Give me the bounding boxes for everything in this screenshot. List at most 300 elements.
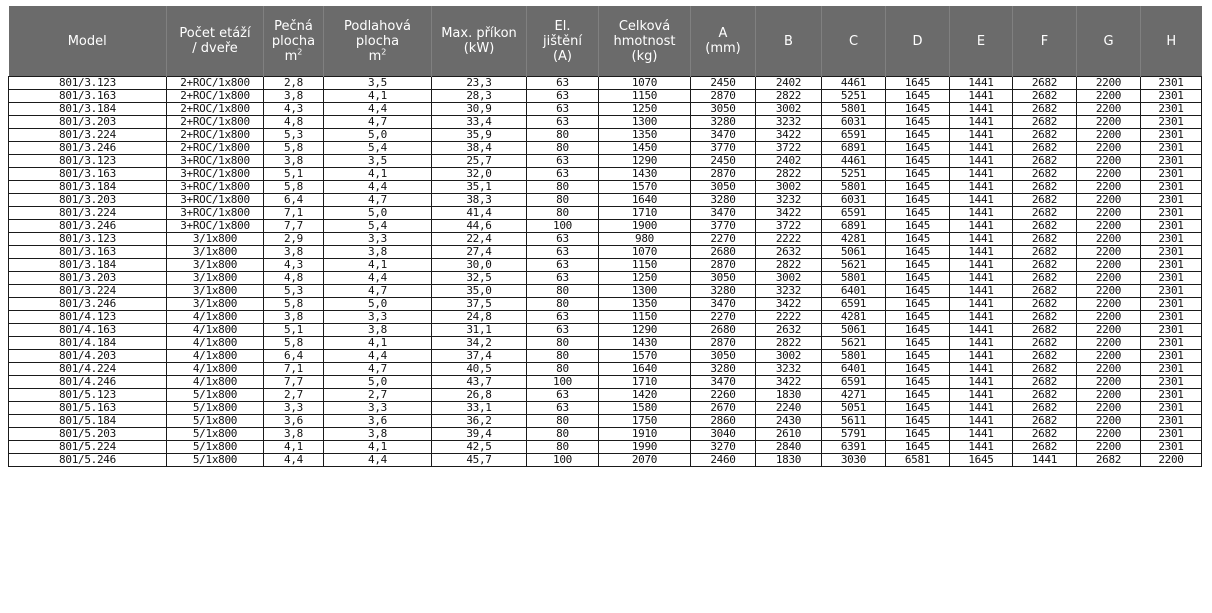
- cell-circuit-breaker: 80: [527, 285, 599, 298]
- cell-dim-e: 1441: [950, 363, 1013, 376]
- cell-dim-h: 2301: [1141, 155, 1202, 168]
- cell-dim-h: 2301: [1141, 441, 1202, 454]
- cell-dim-e: 1441: [950, 441, 1013, 454]
- cell-floor-area: 4,7: [324, 363, 432, 376]
- cell-dim-h: 2301: [1141, 90, 1202, 103]
- cell-dim-e: 1441: [950, 168, 1013, 181]
- cell-floors-doors: 5/1x800: [167, 454, 264, 467]
- cell-dim-e: 1441: [950, 415, 1013, 428]
- cell-dim-b: 3422: [756, 129, 822, 142]
- cell-max-power: 41,4: [432, 207, 527, 220]
- cell-dim-f: 2682: [1013, 246, 1077, 259]
- cell-dim-d: 1645: [886, 415, 950, 428]
- cell-dim-b: 2840: [756, 441, 822, 454]
- cell-baking-area: 4,8: [264, 116, 324, 129]
- header-line: [1078, 34, 1139, 49]
- cell-model: 801/5.123: [9, 389, 167, 402]
- cell-dim-e: 1441: [950, 259, 1013, 272]
- cell-dim-d: 1645: [886, 350, 950, 363]
- cell-floor-area: 4,4: [324, 454, 432, 467]
- cell-dim-d: 1645: [886, 207, 950, 220]
- cell-baking-area: 7,7: [264, 376, 324, 389]
- cell-total-weight: 1300: [599, 116, 691, 129]
- cell-floor-area: 4,1: [324, 337, 432, 350]
- cell-dim-h: 2301: [1141, 389, 1202, 402]
- cell-total-weight: 1570: [599, 181, 691, 194]
- cell-dim-g: 2200: [1077, 90, 1141, 103]
- cell-dim-g: 2200: [1077, 194, 1141, 207]
- header-line: [600, 49, 689, 64]
- cell-dim-g: 2200: [1077, 428, 1141, 441]
- cell-dim-c: 6391: [822, 441, 886, 454]
- cell-floor-area: 4,1: [324, 259, 432, 272]
- cell-dim-c: 6401: [822, 363, 886, 376]
- cell-dim-g: 2200: [1077, 298, 1141, 311]
- cell-circuit-breaker: 80: [527, 142, 599, 155]
- cell-floors-doors: 3+ROC/1x800: [167, 168, 264, 181]
- cell-floor-area: 4,4: [324, 272, 432, 285]
- table-row: [9, 142, 1202, 155]
- cell-dim-d: 1645: [886, 168, 950, 181]
- cell-dim-d: 1645: [886, 116, 950, 129]
- cell-total-weight: 1350: [599, 129, 691, 142]
- cell-dim-c: 3030: [822, 454, 886, 467]
- cell-dim-b: 3232: [756, 285, 822, 298]
- cell-dim-h: 2301: [1141, 402, 1202, 415]
- cell-circuit-breaker: 63: [527, 246, 599, 259]
- cell-dim-c: 4461: [822, 155, 886, 168]
- cell-total-weight: 1250: [599, 103, 691, 116]
- cell-dim-d: 1645: [886, 90, 950, 103]
- cell-dim-c: 5251: [822, 90, 886, 103]
- cell-baking-area: 3,8: [264, 90, 324, 103]
- cell-model: 801/4.184: [9, 337, 167, 350]
- table-row: [9, 363, 1202, 376]
- cell-floors-doors: 4/1x800: [167, 337, 264, 350]
- cell-total-weight: 1710: [599, 376, 691, 389]
- cell-dim-e: 1441: [950, 77, 1013, 90]
- cell-dim-a: 2680: [691, 246, 756, 259]
- cell-dim-c: 5621: [822, 337, 886, 350]
- cell-dim-c: 6591: [822, 376, 886, 389]
- cell-baking-area: 4,3: [264, 259, 324, 272]
- cell-floor-area: 3,3: [324, 233, 432, 246]
- table-row: [9, 194, 1202, 207]
- cell-total-weight: 1290: [599, 155, 691, 168]
- cell-dim-c: 6891: [822, 220, 886, 233]
- cell-dim-d: 1645: [886, 142, 950, 155]
- cell-dim-g: 2200: [1077, 337, 1141, 350]
- cell-dim-f: 2682: [1013, 415, 1077, 428]
- cell-dim-g: 2200: [1077, 233, 1141, 246]
- cell-circuit-breaker: 63: [527, 168, 599, 181]
- cell-dim-b: 2222: [756, 233, 822, 246]
- cell-floor-area: 4,1: [324, 441, 432, 454]
- header-line: [692, 41, 754, 56]
- cell-dim-h: 2301: [1141, 129, 1202, 142]
- cell-dim-h: 2301: [1141, 116, 1202, 129]
- cell-dim-e: 1441: [950, 246, 1013, 259]
- header-dim-c: [822, 6, 886, 77]
- cell-dim-g: 2200: [1077, 129, 1141, 142]
- table-row: [9, 350, 1202, 363]
- header-line: [168, 26, 262, 41]
- cell-total-weight: 1580: [599, 402, 691, 415]
- header-text: / dveře: [192, 41, 238, 56]
- table-row: [9, 259, 1202, 272]
- cell-dim-e: 1441: [950, 376, 1013, 389]
- header-circuit-breaker: [527, 6, 599, 77]
- cell-baking-area: 2,8: [264, 77, 324, 90]
- header-text: plocha: [271, 33, 316, 49]
- header-line: [692, 26, 754, 41]
- cell-floor-area: 3,5: [324, 77, 432, 90]
- cell-dim-h: 2301: [1141, 77, 1202, 90]
- header-dim-e: [950, 6, 1013, 77]
- cell-dim-d: 1645: [886, 103, 950, 116]
- cell-total-weight: 1290: [599, 324, 691, 337]
- cell-baking-area: 5,8: [264, 142, 324, 155]
- cell-dim-d: 6581: [886, 454, 950, 467]
- cell-dim-f: 2682: [1013, 142, 1077, 155]
- cell-dim-a: 2860: [691, 415, 756, 428]
- cell-baking-area: 5,3: [264, 285, 324, 298]
- cell-floor-area: 4,7: [324, 194, 432, 207]
- cell-dim-d: 1645: [886, 298, 950, 311]
- cell-circuit-breaker: 63: [527, 402, 599, 415]
- cell-total-weight: 1420: [599, 389, 691, 402]
- cell-circuit-breaker: 80: [527, 415, 599, 428]
- cell-dim-f: 2682: [1013, 90, 1077, 103]
- cell-dim-f: 2682: [1013, 441, 1077, 454]
- table-row: [9, 337, 1202, 350]
- cell-model: 801/3.203: [9, 194, 167, 207]
- cell-dim-g: 2200: [1077, 168, 1141, 181]
- cell-floor-area: 5,0: [324, 298, 432, 311]
- cell-circuit-breaker: 80: [527, 298, 599, 311]
- cell-dim-c: 5061: [822, 324, 886, 337]
- cell-total-weight: 1640: [599, 194, 691, 207]
- header-line: [265, 49, 322, 64]
- cell-dim-f: 2682: [1013, 350, 1077, 363]
- cell-baking-area: 5,1: [264, 168, 324, 181]
- header-text: Model: [67, 33, 107, 49]
- cell-floor-area: 4,4: [324, 181, 432, 194]
- cell-dim-d: 1645: [886, 285, 950, 298]
- cell-dim-c: 5791: [822, 428, 886, 441]
- cell-total-weight: 1570: [599, 350, 691, 363]
- cell-circuit-breaker: 80: [527, 194, 599, 207]
- cell-dim-a: 3470: [691, 376, 756, 389]
- cell-model: 801/3.246: [9, 142, 167, 155]
- cell-dim-c: 5801: [822, 350, 886, 363]
- header-line: [325, 34, 430, 49]
- cell-model: 801/3.184: [9, 259, 167, 272]
- cell-floors-doors: 2+ROC/1x800: [167, 103, 264, 116]
- cell-dim-h: 2301: [1141, 181, 1202, 194]
- cell-floor-area: 5,0: [324, 207, 432, 220]
- header-text: plocha: [355, 33, 400, 49]
- table-row: [9, 103, 1202, 116]
- cell-floor-area: 3,5: [324, 155, 432, 168]
- header-text: F: [1040, 33, 1049, 49]
- cell-dim-d: 1645: [886, 129, 950, 142]
- cell-dim-d: 1645: [886, 194, 950, 207]
- cell-dim-e: 1441: [950, 103, 1013, 116]
- cell-model: 801/3.123: [9, 155, 167, 168]
- cell-dim-c: 6031: [822, 116, 886, 129]
- cell-dim-b: 3232: [756, 363, 822, 376]
- cell-circuit-breaker: 63: [527, 389, 599, 402]
- cell-dim-f: 2682: [1013, 233, 1077, 246]
- cell-dim-d: 1645: [886, 324, 950, 337]
- cell-dim-d: 1645: [886, 428, 950, 441]
- cell-model: 801/5.224: [9, 441, 167, 454]
- cell-dim-b: 1830: [756, 454, 822, 467]
- cell-dim-g: 2200: [1077, 207, 1141, 220]
- header-text: A: [718, 26, 728, 41]
- cell-dim-h: 2301: [1141, 324, 1202, 337]
- cell-baking-area: 3,3: [264, 402, 324, 415]
- header-text: C: [848, 33, 859, 49]
- cell-floor-area: 4,4: [324, 350, 432, 363]
- cell-total-weight: 1350: [599, 298, 691, 311]
- cell-total-weight: 1250: [599, 272, 691, 285]
- cell-baking-area: 5,8: [264, 337, 324, 350]
- cell-dim-g: 2200: [1077, 103, 1141, 116]
- cell-baking-area: 2,9: [264, 233, 324, 246]
- cell-dim-g: 2200: [1077, 415, 1141, 428]
- cell-baking-area: 7,1: [264, 363, 324, 376]
- cell-model: 801/3.224: [9, 207, 167, 220]
- cell-circuit-breaker: 80: [527, 441, 599, 454]
- cell-dim-b: 2822: [756, 259, 822, 272]
- cell-floor-area: 5,0: [324, 129, 432, 142]
- cell-floor-area: 2,7: [324, 389, 432, 402]
- cell-floors-doors: 3/1x800: [167, 233, 264, 246]
- cell-dim-f: 2682: [1013, 363, 1077, 376]
- cell-dim-g: 2200: [1077, 285, 1141, 298]
- cell-floors-doors: 4/1x800: [167, 363, 264, 376]
- cell-dim-d: 1645: [886, 220, 950, 233]
- header-text: (kW): [463, 41, 495, 56]
- cell-floor-area: 4,1: [324, 168, 432, 181]
- cell-baking-area: 7,1: [264, 207, 324, 220]
- cell-max-power: 35,1: [432, 181, 527, 194]
- cell-dim-f: 1441: [1013, 454, 1077, 467]
- cell-floors-doors: 3/1x800: [167, 272, 264, 285]
- cell-model: 801/4.224: [9, 363, 167, 376]
- cell-dim-d: 1645: [886, 311, 950, 324]
- header-text: G: [1103, 33, 1114, 49]
- cell-dim-a: 3270: [691, 441, 756, 454]
- table-row: [9, 311, 1202, 324]
- cell-dim-b: 2402: [756, 155, 822, 168]
- header-text: Max. příkon: [441, 26, 517, 41]
- cell-dim-c: 4281: [822, 311, 886, 324]
- cell-dim-f: 2682: [1013, 376, 1077, 389]
- cell-dim-g: 2200: [1077, 259, 1141, 272]
- header-line: [1014, 34, 1075, 49]
- cell-dim-a: 2450: [691, 155, 756, 168]
- header-text: E: [976, 33, 986, 49]
- cell-floors-doors: 5/1x800: [167, 389, 264, 402]
- cell-dim-b: 2430: [756, 415, 822, 428]
- cell-model: 801/4.203: [9, 350, 167, 363]
- cell-total-weight: 1900: [599, 220, 691, 233]
- table-row: [9, 181, 1202, 194]
- cell-model: 801/3.163: [9, 168, 167, 181]
- cell-max-power: 44,6: [432, 220, 527, 233]
- cell-baking-area: 4,8: [264, 272, 324, 285]
- header-text: Počet etáží: [179, 26, 251, 41]
- cell-max-power: 42,5: [432, 441, 527, 454]
- cell-dim-a: 3770: [691, 220, 756, 233]
- cell-dim-a: 3280: [691, 116, 756, 129]
- cell-dim-f: 2682: [1013, 103, 1077, 116]
- cell-dim-c: 6401: [822, 285, 886, 298]
- cell-model: 801/5.163: [9, 402, 167, 415]
- cell-dim-b: 2822: [756, 168, 822, 181]
- cell-dim-g: 2200: [1077, 142, 1141, 155]
- table-row: [9, 272, 1202, 285]
- cell-circuit-breaker: 80: [527, 129, 599, 142]
- table-row: [9, 233, 1202, 246]
- cell-circuit-breaker: 63: [527, 103, 599, 116]
- cell-dim-h: 2301: [1141, 415, 1202, 428]
- cell-floors-doors: 3/1x800: [167, 259, 264, 272]
- cell-floors-doors: 3+ROC/1x800: [167, 207, 264, 220]
- cell-circuit-breaker: 80: [527, 428, 599, 441]
- cell-dim-f: 2682: [1013, 155, 1077, 168]
- cell-baking-area: 6,4: [264, 194, 324, 207]
- header-dim-a: [691, 6, 756, 77]
- cell-floors-doors: 2+ROC/1x800: [167, 129, 264, 142]
- cell-floor-area: 3,6: [324, 415, 432, 428]
- cell-dim-c: 5621: [822, 259, 886, 272]
- cell-model: 801/3.163: [9, 246, 167, 259]
- header-line: [951, 34, 1011, 49]
- table-row: [9, 220, 1202, 233]
- cell-total-weight: 1430: [599, 168, 691, 181]
- cell-dim-f: 2682: [1013, 220, 1077, 233]
- cell-dim-h: 2301: [1141, 272, 1202, 285]
- spec-table: [8, 6, 1202, 467]
- cell-model: 801/5.184: [9, 415, 167, 428]
- cell-dim-f: 2682: [1013, 181, 1077, 194]
- cell-model: 801/3.246: [9, 220, 167, 233]
- cell-dim-a: 2260: [691, 389, 756, 402]
- cell-dim-e: 1441: [950, 142, 1013, 155]
- cell-max-power: 37,5: [432, 298, 527, 311]
- cell-model: 801/3.246: [9, 298, 167, 311]
- cell-dim-c: 5051: [822, 402, 886, 415]
- cell-dim-h: 2301: [1141, 428, 1202, 441]
- cell-dim-a: 2270: [691, 233, 756, 246]
- cell-dim-d: 1645: [886, 155, 950, 168]
- header-line: [528, 19, 597, 34]
- header-floors-doors: [167, 6, 264, 77]
- cell-dim-g: 2200: [1077, 246, 1141, 259]
- cell-dim-f: 2682: [1013, 272, 1077, 285]
- cell-max-power: 26,8: [432, 389, 527, 402]
- header-text: hmotnost: [613, 33, 676, 49]
- cell-dim-e: 1441: [950, 181, 1013, 194]
- cell-floor-area: 5,4: [324, 220, 432, 233]
- cell-dim-d: 1645: [886, 246, 950, 259]
- table-row: [9, 246, 1202, 259]
- cell-dim-a: 3050: [691, 181, 756, 194]
- table-row: [9, 207, 1202, 220]
- header-dim-b: [756, 6, 822, 77]
- header-line: [325, 49, 430, 64]
- cell-dim-c: 5061: [822, 246, 886, 259]
- cell-model: 801/3.184: [9, 181, 167, 194]
- cell-floor-area: 5,0: [324, 376, 432, 389]
- cell-dim-f: 2682: [1013, 298, 1077, 311]
- cell-floors-doors: 5/1x800: [167, 402, 264, 415]
- cell-dim-a: 2870: [691, 337, 756, 350]
- cell-dim-a: 3470: [691, 129, 756, 142]
- cell-dim-e: 1441: [950, 116, 1013, 129]
- cell-max-power: 40,5: [432, 363, 527, 376]
- header-line: [1142, 34, 1201, 49]
- cell-dim-d: 1645: [886, 272, 950, 285]
- table-row: [9, 90, 1202, 103]
- header-line: [433, 26, 525, 41]
- cell-circuit-breaker: 63: [527, 116, 599, 129]
- cell-dim-h: 2301: [1141, 142, 1202, 155]
- header-text: m: [368, 48, 382, 64]
- cell-dim-g: 2200: [1077, 272, 1141, 285]
- header-line: [325, 19, 430, 34]
- cell-dim-e: 1441: [950, 350, 1013, 363]
- cell-model: 801/4.123: [9, 311, 167, 324]
- cell-dim-f: 2682: [1013, 77, 1077, 90]
- cell-dim-e: 1441: [950, 402, 1013, 415]
- cell-dim-h: 2301: [1141, 376, 1202, 389]
- header-line: [600, 19, 689, 34]
- cell-dim-e: 1441: [950, 194, 1013, 207]
- cell-dim-b: 1830: [756, 389, 822, 402]
- cell-circuit-breaker: 63: [527, 77, 599, 90]
- cell-floor-area: 4,1: [324, 90, 432, 103]
- cell-dim-h: 2301: [1141, 285, 1202, 298]
- cell-dim-g: 2682: [1077, 454, 1141, 467]
- cell-dim-f: 2682: [1013, 129, 1077, 142]
- cell-dim-f: 2682: [1013, 311, 1077, 324]
- cell-baking-area: 5,3: [264, 129, 324, 142]
- cell-dim-b: 3002: [756, 350, 822, 363]
- cell-dim-f: 2682: [1013, 428, 1077, 441]
- cell-total-weight: 1710: [599, 207, 691, 220]
- cell-floors-doors: 5/1x800: [167, 415, 264, 428]
- cell-dim-c: 6591: [822, 129, 886, 142]
- cell-dim-a: 2450: [691, 77, 756, 90]
- cell-dim-g: 2200: [1077, 116, 1141, 129]
- header-line: [757, 34, 820, 49]
- cell-dim-c: 5801: [822, 181, 886, 194]
- cell-floor-area: 4,7: [324, 116, 432, 129]
- cell-dim-e: 1441: [950, 389, 1013, 402]
- cell-floors-doors: 2+ROC/1x800: [167, 116, 264, 129]
- cell-total-weight: 1070: [599, 77, 691, 90]
- cell-circuit-breaker: 100: [527, 376, 599, 389]
- cell-circuit-breaker: 80: [527, 337, 599, 350]
- table-row: [9, 155, 1202, 168]
- cell-dim-c: 5251: [822, 168, 886, 181]
- cell-circuit-breaker: 80: [527, 181, 599, 194]
